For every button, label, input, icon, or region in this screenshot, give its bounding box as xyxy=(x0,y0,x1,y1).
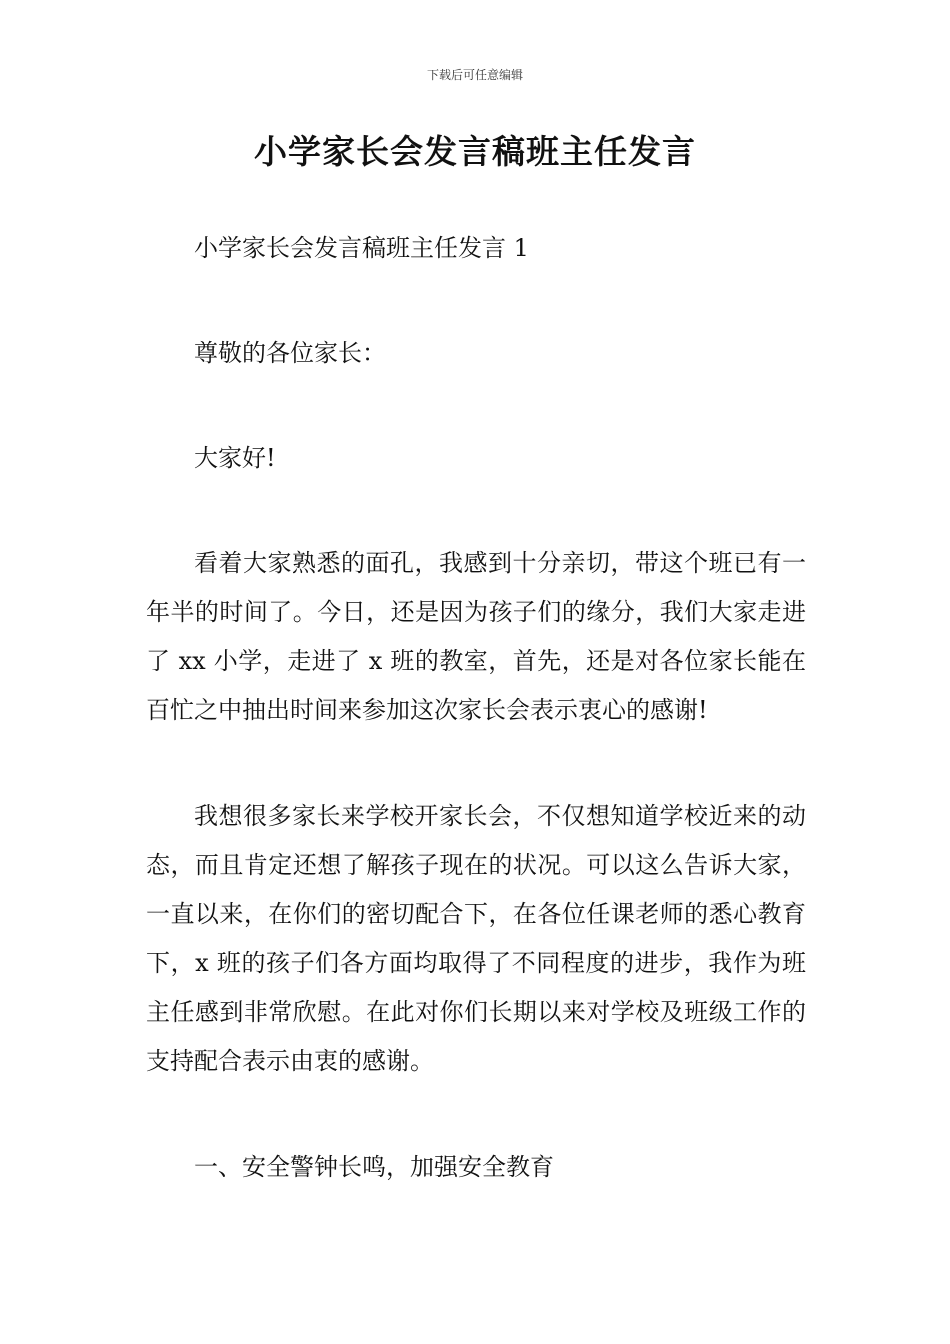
body-paragraph: 我想很多家长来学校开家长会，不仅想知道学校近来的动态，而且肯定还想了解孩子现在的状况。可以这么告诉大家，一直以来，在你们的密切配合下，在各位任课老师的悉心教育下，x 班的孩子们各方面均取得了不同程度的进步，我作为班主任感到非常欣慰。在此对你们长期以来对学校及班级工作的支持配合表示由衷的感谢。 xyxy=(146,802,806,1075)
salutation: 尊敬的各位家长： xyxy=(194,339,386,367)
page-header-note: 下载后可任意编辑 xyxy=(426,68,523,82)
section-heading: 小学家长会发言稿班主任发言 1 xyxy=(194,234,529,262)
body-paragraph: 看着大家熟悉的面孔，我感到十分亲切，带这个班已有一年半的时间了。今日，还是因为孩子们的缘分，我们大家走进了 xx 小学，走进了 x 班的教室，首先，还是对各位家长能在百忙之中抽出时间来参加这次家长会表示衷心的感谢! xyxy=(146,549,806,724)
greeting: 大家好! xyxy=(194,444,276,472)
subsection-heading: 一、安全警钟长鸣，加强安全教育 xyxy=(194,1153,554,1181)
document-body xyxy=(146,224,806,1249)
document-title: 小学家长会发言稿班主任发言 xyxy=(254,132,696,171)
